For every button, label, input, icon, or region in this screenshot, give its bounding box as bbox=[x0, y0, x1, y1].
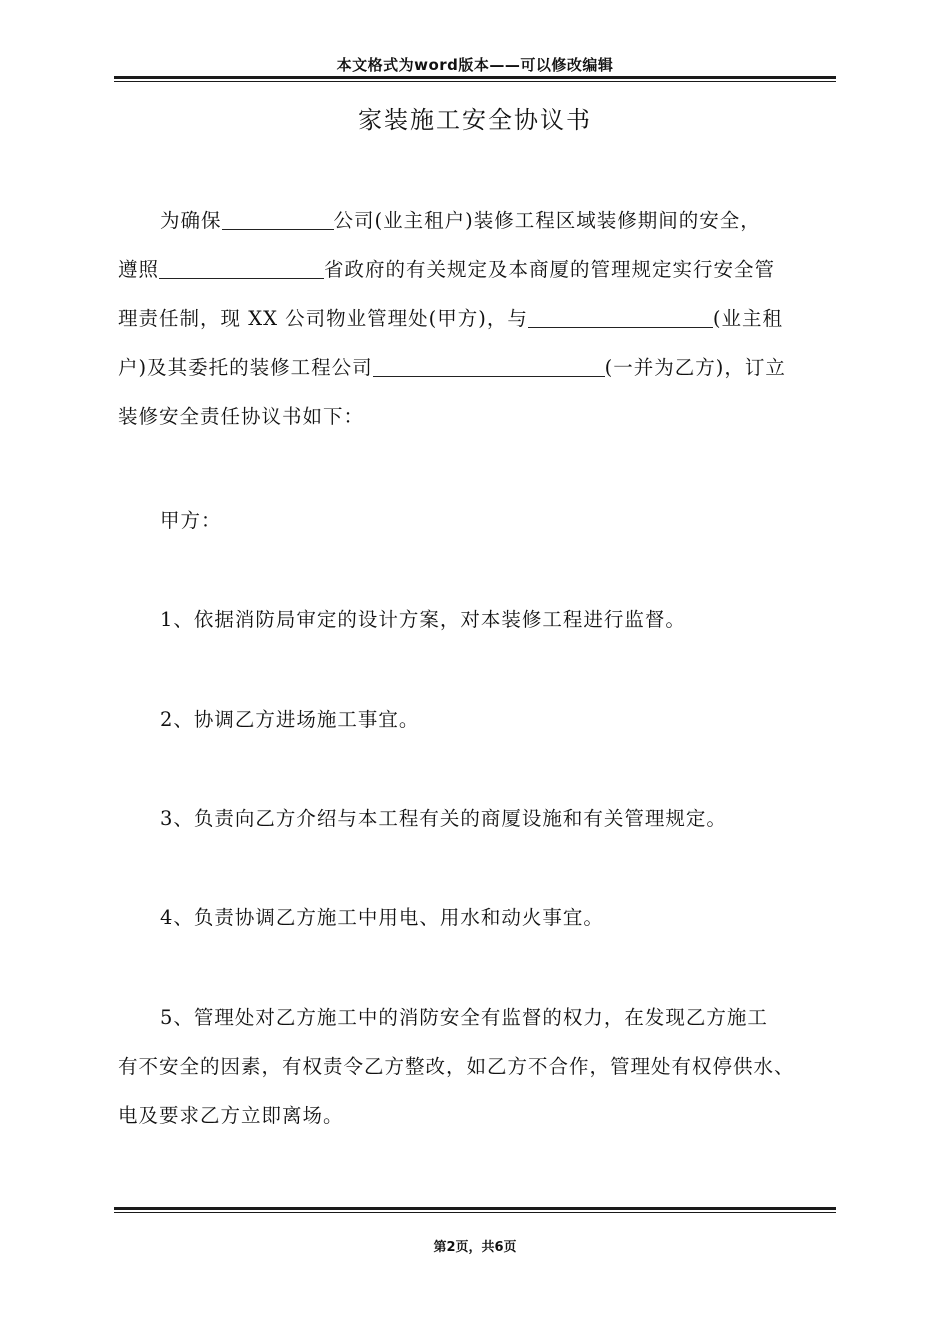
clause-item: 4、负责协调乙方施工中用电、用水和动火事宜。 bbox=[160, 906, 604, 929]
intro-text: 户)及其委托的装修工程公司 bbox=[118, 356, 373, 379]
blank-field bbox=[373, 356, 605, 377]
intro-text: 公司(业主租户)装修工程区域装修期间的安全， bbox=[333, 209, 761, 232]
intro-paragraph bbox=[118, 196, 833, 441]
clause-line: 5、管理处对乙方施工中的消防安全有监督的权力，在发现乙方施工 bbox=[160, 1006, 768, 1029]
intro-line-5: 装修安全责任协议书如下： bbox=[118, 405, 365, 428]
clause-line: 电及要求乙方立即离场。 bbox=[118, 1104, 344, 1127]
blank-field bbox=[528, 307, 713, 328]
clause-item-5 bbox=[118, 993, 833, 1140]
blank-field bbox=[159, 258, 324, 279]
page-number: 第2页，共6页 bbox=[433, 1240, 517, 1255]
intro-text: (一并为乙方)，订立 bbox=[604, 356, 786, 379]
clause-item: 2、协调乙方进场施工事宜。 bbox=[160, 708, 420, 731]
header-note: 本文格式为word版本——可以修改编辑 bbox=[336, 56, 614, 74]
header-rule bbox=[114, 76, 836, 79]
clause-item: 3、负责向乙方介绍与本工程有关的商厦设施和有关管理规定。 bbox=[160, 807, 727, 830]
blank-field bbox=[222, 209, 334, 230]
intro-line-1 bbox=[118, 196, 833, 245]
footer-rule bbox=[114, 1207, 836, 1210]
intro-line-2 bbox=[118, 245, 833, 294]
party-a-label: 甲方： bbox=[160, 509, 222, 532]
intro-line-4 bbox=[118, 343, 833, 392]
clause-line: 有不安全的因素，有权责令乙方整改，如乙方不合作，管理处有权停供水、 bbox=[118, 1055, 795, 1078]
intro-text: 理责任制，现 XX 公司物业管理处(甲方)，与 bbox=[118, 307, 528, 330]
intro-text: 省政府的有关规定及本商厦的管理规定实行安全管 bbox=[324, 258, 776, 281]
intro-text: (业主租 bbox=[712, 307, 783, 330]
intro-text: 遵照 bbox=[118, 258, 160, 281]
intro-line-3 bbox=[118, 294, 833, 343]
intro-text: 为确保 bbox=[160, 209, 222, 232]
header-rule-thin bbox=[114, 81, 836, 82]
document-title: 家装施工安全协议书 bbox=[358, 106, 592, 134]
footer-rule-thin bbox=[114, 1212, 836, 1213]
clause-item: 1、依据消防局审定的设计方案，对本装修工程进行监督。 bbox=[160, 608, 686, 631]
